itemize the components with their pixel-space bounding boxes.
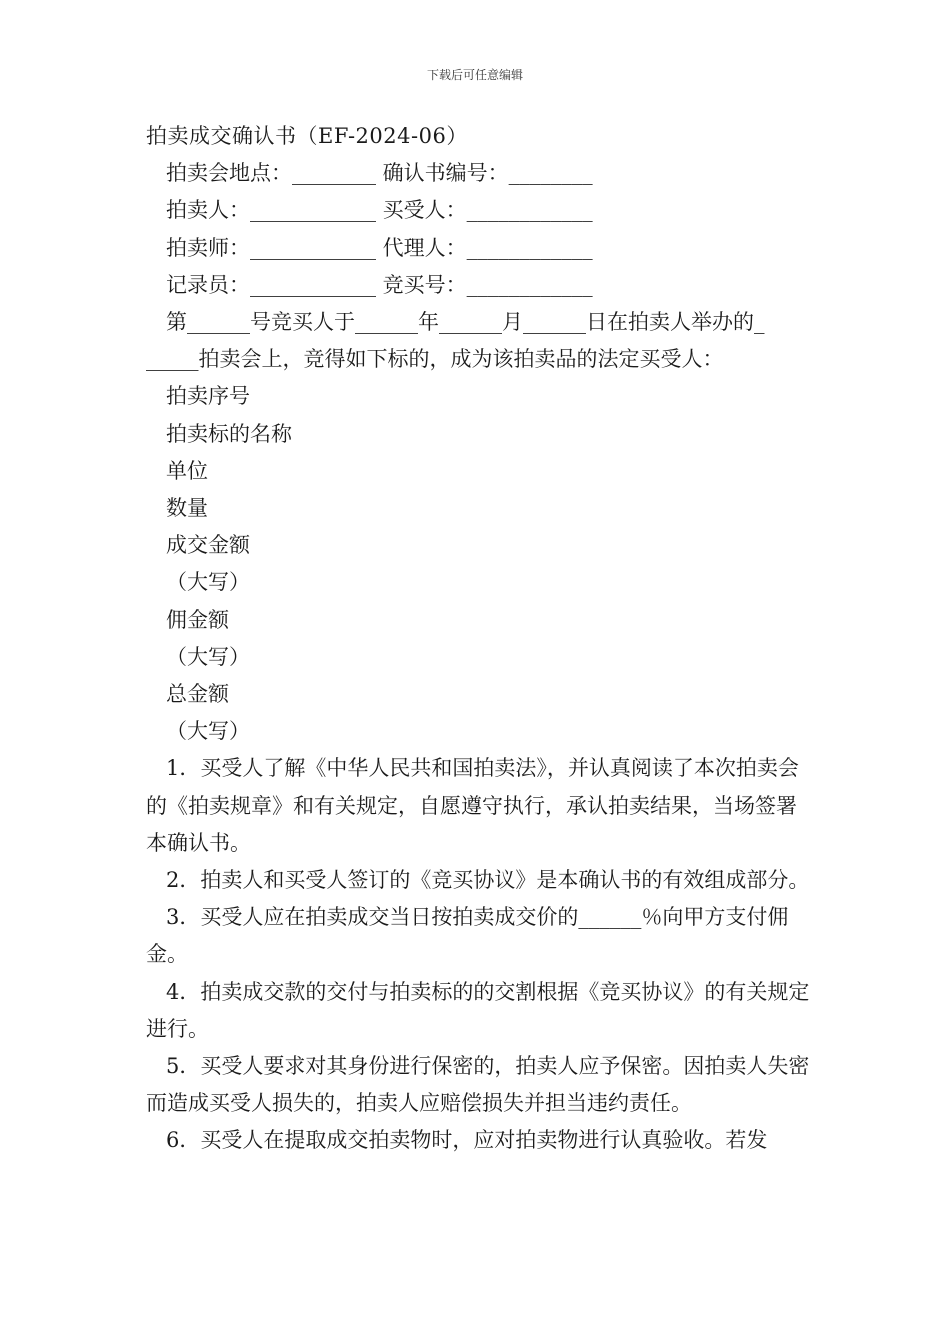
clause-5: 5．买受人要求对其身份进行保密的，拍卖人应予保密。因拍卖人失密而造成买受人损失的，拍卖人应赔偿损失并担当违约责任。 — [146, 1054, 810, 1116]
field-line-auction-master: 拍卖师：____________ 代理人：____________ — [166, 235, 593, 260]
field-line-auctioneer: 拍卖人：____________ 买受人：____________ — [166, 198, 593, 223]
label-total-amount: 总金额 — [166, 682, 229, 707]
page-header-note: 下载后可任意编辑 — [426, 68, 523, 82]
clause-2: 2．拍卖人和买受人签订的《竞买协议》是本确认书的有效组成部分。 — [166, 868, 810, 893]
label-lot-number: 拍卖序号 — [166, 384, 250, 409]
field-line-recorder: 记录员：____________ 竞买号：____________ — [166, 272, 593, 297]
label-total-amount-capital: （大写） — [166, 719, 250, 744]
clause-1: 1．买受人了解《中华人民共和国拍卖法》，并认真阅读了本次拍卖会的《拍卖规章》和有关规定，自愿遵守执行，承认拍卖结果，当场签署本确认书。 — [146, 756, 799, 855]
label-commission-capital: （大写） — [166, 644, 250, 669]
intro-line-2: _____拍卖会上，竞得如下标的，成为该拍卖品的法定买受人： — [146, 347, 724, 372]
field-line-location: 拍卖会地点：________ 确认书编号：________ — [166, 161, 593, 186]
label-commission: 佣金额 — [166, 607, 229, 632]
clause-6: 6．买受人在提取成交拍卖物时，应对拍卖物进行认真验收。若发 — [166, 1128, 768, 1153]
label-unit: 单位 — [166, 458, 208, 483]
intro-line-1: 第______号竞买人于______年______月______日在拍卖人举办的_ — [166, 310, 765, 335]
label-hammer-price-capital: （大写） — [166, 570, 250, 595]
label-item-name: 拍卖标的名称 — [166, 421, 292, 446]
document-title: 拍卖成交确认书（EF-2024-06） — [146, 124, 468, 148]
clause-4: 4．拍卖成交款的交付与拍卖标的的交割根据《竞买协议》的有关规定进行。 — [146, 979, 810, 1041]
clause-3: 3．买受人应在拍卖成交当日按拍卖成交价的______％向甲方支付佣金。 — [146, 905, 789, 967]
label-hammer-price: 成交金额 — [166, 533, 250, 558]
document-body — [146, 118, 810, 1160]
label-quantity: 数量 — [166, 496, 208, 521]
